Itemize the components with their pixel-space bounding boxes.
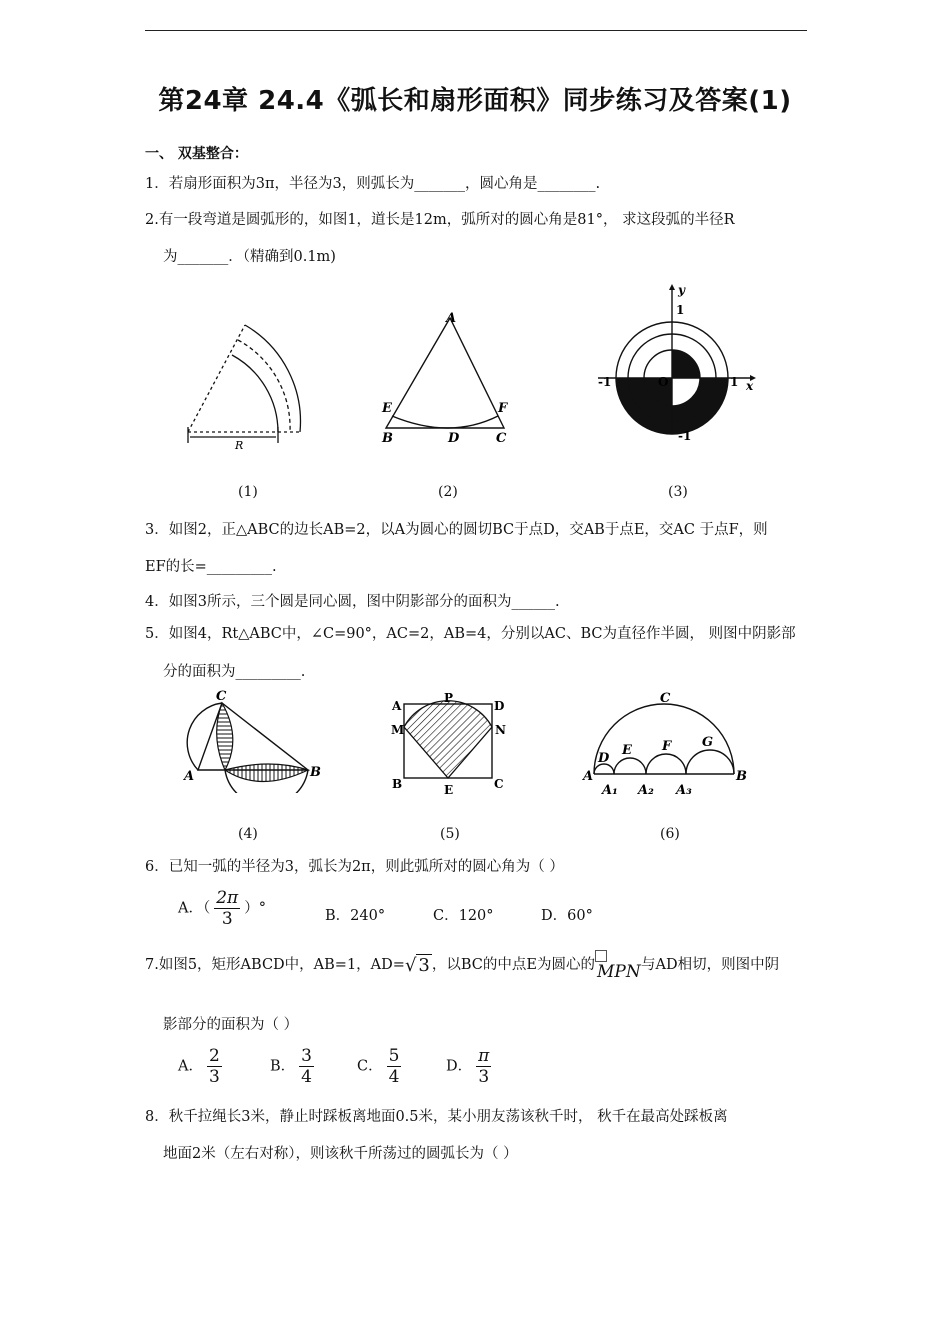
question-8-line1: 8．秋千拉绳长3米，静止时踩板离地面0.5米，某小朋友荡该秋千时， 秋千在最高处踩板离 xyxy=(145,1109,728,1125)
question-4: 4．如图3所示，三个圆是同心圆，图中阴影部分的面积为______. xyxy=(145,594,560,610)
figure-5 xyxy=(388,692,518,797)
q7-option-c-denominator: 4 xyxy=(388,1067,400,1087)
fig3-label-1-top: 1 xyxy=(676,303,685,317)
q7-option-d-fraction xyxy=(476,1046,491,1087)
fig4-label-c: C xyxy=(216,689,227,704)
q7-option-b xyxy=(270,1046,318,1087)
fig2-caption: (2) xyxy=(438,484,458,500)
q7-option-b-prefix: B． xyxy=(270,1058,296,1075)
fig6-caption: (6) xyxy=(660,826,680,842)
q7-option-d-numerator: π xyxy=(478,1046,490,1066)
fig5-label-e: E xyxy=(444,783,454,797)
fig6-label-f: F xyxy=(662,739,672,754)
q7-arc-label: MPN xyxy=(596,962,641,982)
question-5-line1: 5．如图4，Rt△ABC中，∠C=90°，AC=2，AB=4，分别以AC、BC为直径作半圆， 则图中阴影部 xyxy=(145,626,796,642)
fig6-label-d: D xyxy=(598,751,610,766)
fig5-label-n: N xyxy=(495,723,506,737)
q6-option-a-fraction xyxy=(214,888,240,929)
q7-option-a-fraction xyxy=(207,1046,222,1087)
fig5-label-p: P xyxy=(444,692,454,705)
q7-option-b-fraction xyxy=(299,1046,314,1087)
q6-option-a-numerator: 2π xyxy=(216,888,239,908)
question-7-line1 xyxy=(145,950,779,980)
fig5-label-a: A xyxy=(392,699,402,713)
fig6-label-c: C xyxy=(660,691,671,706)
question-7-line2: 影部分的面积为（ ） xyxy=(163,1017,299,1033)
q7-option-a-denominator: 3 xyxy=(208,1067,220,1087)
figure-6 xyxy=(580,688,755,800)
fig3-caption: (3) xyxy=(668,484,688,500)
question-1: 1．若扇形面积为3π，半径为3，则弧长为_______，圆心角是________. xyxy=(145,176,601,192)
figure-3 xyxy=(590,282,760,447)
question-5-line2: 分的面积为_________. xyxy=(163,664,306,680)
question-2-line2: 为_______．（精确到0.1m) xyxy=(163,249,336,265)
question-8-line2: 地面2米（左右对称），则该秋千所荡过的圆弧长为（ ） xyxy=(163,1146,518,1162)
fig3-label-neg1-left: -1 xyxy=(598,375,612,389)
fig1-label-r: R xyxy=(235,439,244,450)
q7-option-a xyxy=(178,1046,226,1087)
figure-2 xyxy=(378,310,518,450)
fig1-caption: (1) xyxy=(238,484,258,500)
fig6-label-a1: A₁ xyxy=(602,783,618,798)
q7-option-c xyxy=(357,1046,405,1087)
fig3-label-1-right: 1 xyxy=(730,375,739,389)
fig5-label-m: M xyxy=(391,723,405,737)
q7-option-c-numerator: 5 xyxy=(388,1046,400,1066)
fig3-label-neg1-bottom: -1 xyxy=(678,429,692,443)
q7-option-b-numerator: 3 xyxy=(301,1046,312,1066)
arc-symbol-icon xyxy=(595,950,607,962)
q7-text-part3: 与AD相切，则图中阴 xyxy=(640,957,780,973)
fig6-label-b: B xyxy=(736,769,747,784)
q7-option-d-denominator: 3 xyxy=(478,1067,490,1087)
fig2-label-f: F xyxy=(498,401,508,416)
q7-option-a-prefix: A． xyxy=(178,1058,203,1075)
figure-1 xyxy=(180,315,310,450)
q6-option-b: B．240° xyxy=(325,908,386,924)
question-3-line1: 3．如图2，正△ABC的边长AB=2，以A为圆心的圆切BC于点D，交AB于点E，交AC 于点F，则 xyxy=(145,522,768,538)
q6-option-d: D．60° xyxy=(541,908,593,924)
q7-text-part2: ，以BC的中点E为圆心的 xyxy=(431,957,595,973)
fig2-label-c: C xyxy=(496,431,507,446)
fig3-label-x: x xyxy=(746,379,754,393)
q7-option-c-fraction xyxy=(387,1046,402,1087)
q6-option-a-denominator: 3 xyxy=(221,909,233,929)
fig6-label-e: E xyxy=(622,743,632,758)
fig4-label-b: B xyxy=(310,765,321,780)
q6-option-c: C．120° xyxy=(433,908,494,924)
fig6-label-a2: A₂ xyxy=(638,783,654,798)
fig5-label-b: B xyxy=(392,777,403,791)
fig5-caption: (5) xyxy=(440,826,460,842)
q6-option-a xyxy=(178,888,266,929)
q7-sqrt-radicand: 3 xyxy=(418,954,430,976)
q7-arc-name xyxy=(595,950,641,980)
fig5-label-c: C xyxy=(494,777,504,791)
fig4-label-a: A xyxy=(184,769,195,784)
fig2-label-d: D xyxy=(448,431,460,446)
figure-4 xyxy=(180,688,330,793)
q7-option-b-denominator: 4 xyxy=(301,1067,312,1087)
section-heading: 一、 双基整合： xyxy=(145,146,248,162)
question-2-line1: 2.有一段弯道是圆弧形的，如图1，道长是12m，弧所对的圆心角是81°， 求这段弧的半径R xyxy=(145,212,735,228)
question-6: 6．已知一弧的半径为3，弧长为2π，则此弧所对的圆心角为（ ） xyxy=(145,859,564,875)
fig2-label-b: B xyxy=(382,431,393,446)
q6-option-a-suffix: ）° xyxy=(244,900,266,917)
fig6-label-a3: A₃ xyxy=(676,783,692,798)
fig2-label-e: E xyxy=(382,401,392,416)
q6-option-a-prefix: A．（ xyxy=(178,900,211,917)
fig3-label-y: y xyxy=(678,283,685,297)
question-3-line2: EF的长=_________. xyxy=(145,559,277,575)
q7-option-d xyxy=(446,1046,495,1087)
q7-option-d-prefix: D． xyxy=(446,1058,473,1075)
q7-option-c-prefix: C． xyxy=(357,1058,383,1075)
q7-option-a-numerator: 2 xyxy=(208,1046,220,1066)
fig4-caption: (4) xyxy=(238,826,258,842)
q7-text-part1: 7.如图5，矩形ABCD中，AB=1，AD= xyxy=(145,957,405,973)
fig6-label-g: G xyxy=(702,735,714,750)
fig5-label-d: D xyxy=(494,699,505,713)
fig6-label-a: A xyxy=(583,769,594,784)
fig3-label-o: O xyxy=(658,375,669,389)
q7-sqrt: √ 3 xyxy=(404,954,430,976)
fig2-label-a: A xyxy=(446,311,457,326)
page-title: 第24章 24.4《弧长和扇形面积》同步练习及答案(1) xyxy=(158,86,792,116)
header-rule xyxy=(145,30,807,31)
